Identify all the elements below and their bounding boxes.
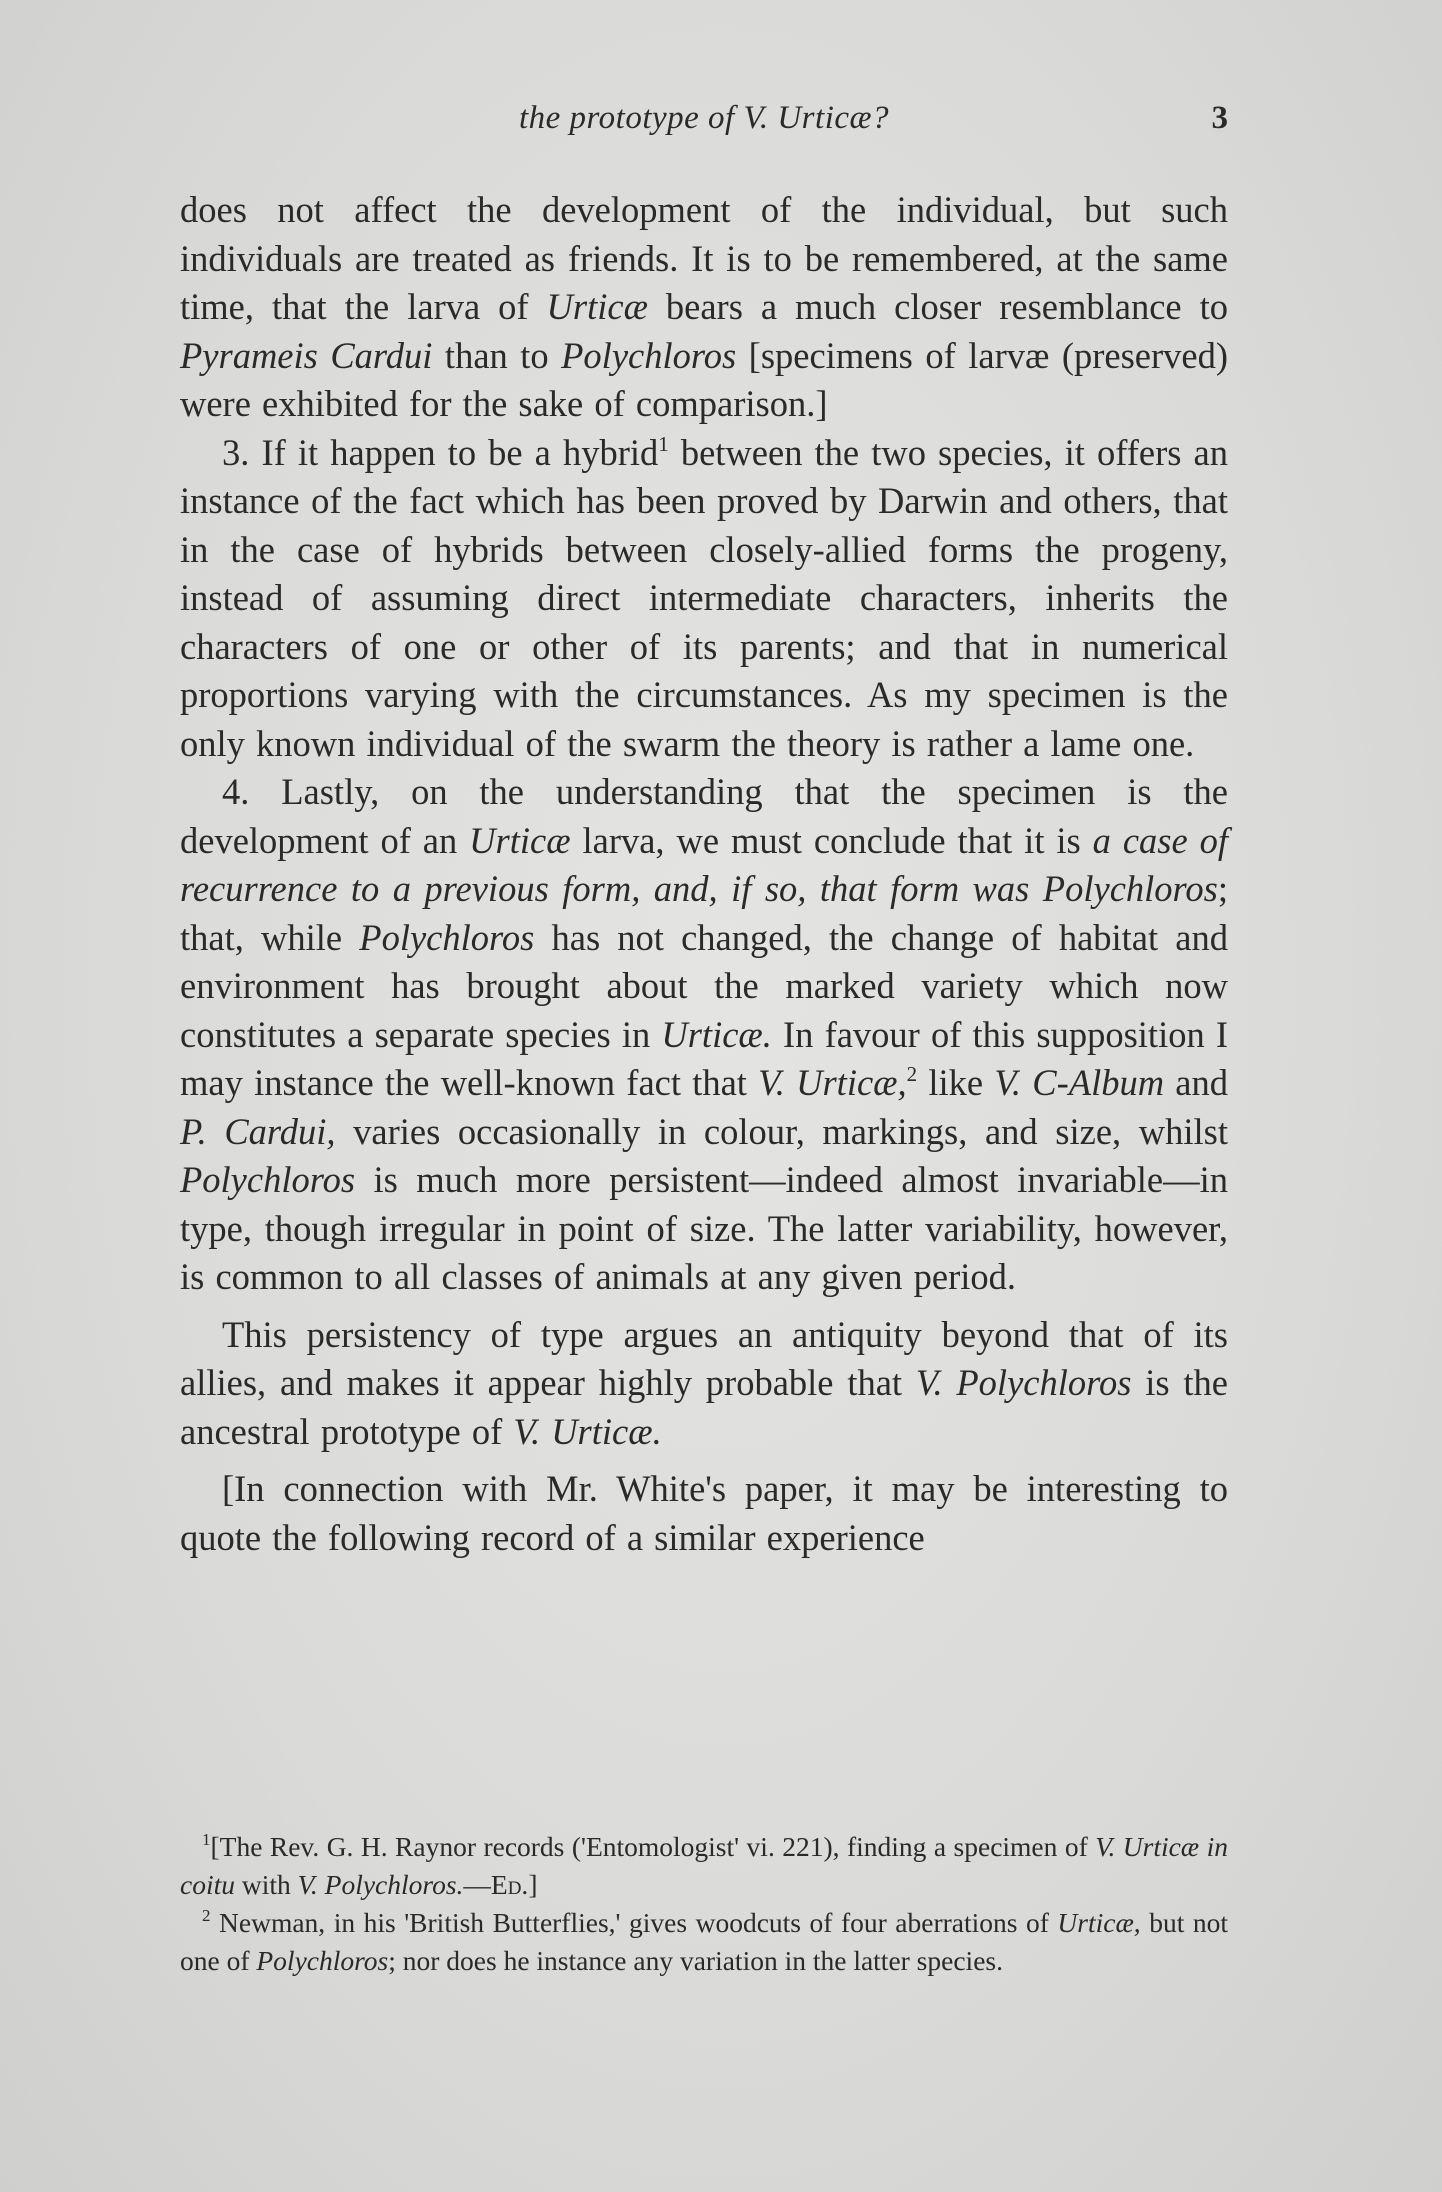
text-run: larva, we must conclude that it is [570,819,1093,861]
body-text [180,186,1228,1562]
italic-term: V. Urticæ. [513,1410,662,1452]
text-run: varies occasionally in colour, markings, and size, whilst [335,1110,1228,1152]
italic-term: Polychloros [256,1945,389,1976]
italic-term: Urticæ [546,286,648,327]
paragraph-4 [180,1311,1228,1457]
italic-term: V. Polychloros [915,1362,1132,1403]
italic-term: Urticæ. [661,1013,772,1055]
footnote-1 [180,1828,1228,1904]
paragraph-1 [180,186,1228,429]
footnote-ref[interactable]: 2 [906,1062,918,1086]
text-run: bears a much closer resemblance to [647,286,1228,327]
text-run: [In connection with Mr. White's paper, it may be interesting to quote the following record of a similar experience [180,1468,1228,1558]
text-run: This persistency of type argues an antiquity beyond that of its allies, and makes it appear highly probable that [180,1313,1228,1403]
paragraph-5 [180,1465,1228,1562]
text-run: — [463,1869,491,1900]
footnote-number: 2 [202,1906,211,1925]
footnotes [180,1828,1228,1980]
italic-term: a case of recurrence to a previous form, and, if so, that form was Polychloros [180,819,1228,909]
editor-mark: Ed. [490,1869,529,1900]
text-run: In favour of this supposition I may instance the well-known fact that [180,1013,1229,1103]
paragraph-3 [180,768,1228,1302]
text-run: like [917,1062,995,1103]
text-run: is much more persistent—indeed almost invariable—in type, though irregular in point of size. The latter variability, however, is common to all classes of animals at any given period. [180,1159,1228,1297]
footnote-2 [180,1904,1228,1980]
text-run: with [235,1869,298,1900]
page-header [180,100,1228,150]
text-run: is the ancestral prototype of [180,1362,1228,1452]
italic-term: Urticæ [469,819,571,861]
paragraph-2 [180,429,1228,769]
footnote-ref[interactable]: 1 [658,431,669,456]
italic-term: Polychloros [561,334,737,376]
footnote-number: 1 [202,1830,211,1849]
italic-term: V. Urticæ in coitu [180,1831,1228,1900]
italic-term: Polychloros [180,1159,356,1200]
text-run: [The Rev. G. H. Raynor records ('Entomologist' vi. 221), finding a specimen of [210,1831,1096,1862]
italic-term: Pyrameis Cardui [180,334,433,376]
text-run: 4. Lastly, on the understanding that the specimen is the development of an [180,771,1228,861]
text-run: ] [528,1869,538,1900]
italic-term: V. C-Album [994,1062,1165,1103]
text-run: does not affect the development of the individual, but such individuals are treated as friends. It is to be remembered, at the same time, that the larva of [180,189,1228,327]
text-run: and [1164,1062,1229,1103]
italic-term: V. Polychloros. [297,1869,464,1900]
italic-term: Urticæ, [1057,1907,1141,1938]
italic-term: P. Cardui, [180,1110,336,1152]
text-run: Newman, in his 'British Butterflies,' gives woodcuts of four aberrations of [210,1907,1058,1938]
italic-term: V. Urticæ, [758,1062,907,1103]
text-run: than to [432,334,562,376]
text-run: 3. If it happen to be a hybrid [222,431,659,473]
text-run: ; that, while [180,868,1228,958]
text-run: between the two species, it offers an instance of the fact which has been proved by Darwin and others, that in the case of hybrids between closely-allied forms the progeny, instead of assuming direct intermediate characters, inherits the characters of one or other of its parents; and that in numerical proportions varying with the circumstances. As my specimen is the only known individual of the swarm the theory is rather a lame one. [180,431,1228,764]
text-run: [specimens of larvæ (preserved) were exhibited for the sake of comparison.] [180,334,1229,424]
text-run: has not changed, the change of habitat and environment has brought about the marked variety which now constitutes a separate species in [180,916,1228,1055]
running-title: the prototype of V. Urticæ? [518,100,890,136]
text-run: but not one of [180,1907,1228,1976]
page-number: 3 [1211,100,1228,136]
italic-term: Polychloros [359,916,535,958]
text-run: ; nor does he instance any variation in the latter species. [388,1945,1003,1976]
